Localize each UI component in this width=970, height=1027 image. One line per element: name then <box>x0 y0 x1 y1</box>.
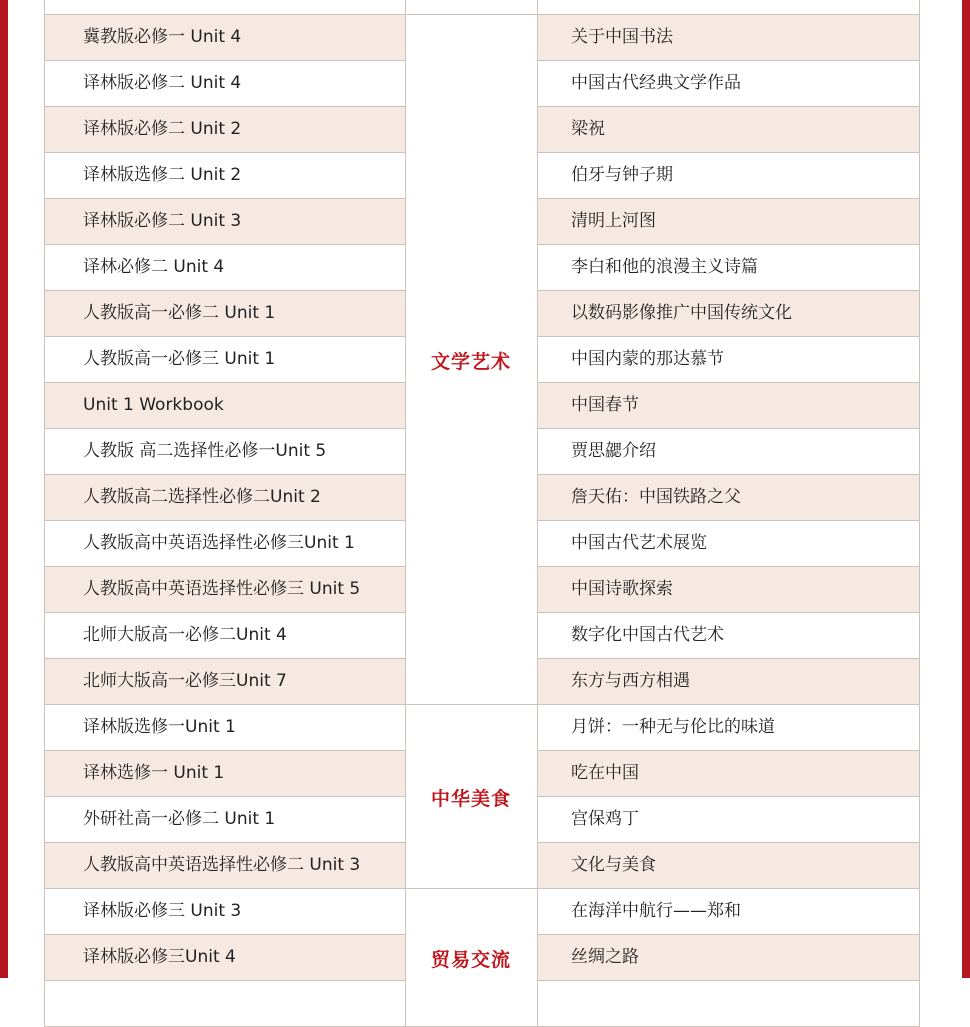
culture-topic-cell: 贾思勰介绍 <box>571 441 656 461</box>
culture-topic-cell: 东方与西方相遇 <box>538 659 919 704</box>
culture-topic-cell: 月饼：一种无与伦比的味道 <box>571 717 775 737</box>
textbook-source-cell: 冀教版必修一 Unit 4 <box>45 15 406 60</box>
textbook-source-cell: 北师大版高一必修三Unit 7 <box>45 659 406 704</box>
culture-topic-cell: 中国诗歌探索 <box>538 567 919 612</box>
textbook-source-cell: 人教版高一必修二 Unit 1 <box>45 291 406 336</box>
culture-topic-cell: 宫保鸡丁 <box>571 809 639 829</box>
culture-topic-cell: 中国内蒙的那达慕节 <box>571 349 724 369</box>
culture-topic-cell: 伯牙与钟子期 <box>571 165 673 185</box>
textbook-source-cell <box>45 981 406 1026</box>
textbook-source-cell: 译林版必修三Unit 4 <box>45 935 406 980</box>
culture-topic-cell: 在海洋中航行——郑和 <box>571 901 741 921</box>
textbook-source-cell: 译林版必修二 Unit 4 <box>45 61 406 106</box>
textbook-source-cell: 人教版高二选择性必修二Unit 2 <box>45 475 406 520</box>
culture-topic-cell <box>538 981 919 1026</box>
table-row <box>44 0 920 15</box>
textbook-source-cell: 人教版 高二选择性必修一Unit 5 <box>45 429 406 474</box>
culture-topic-cell: 丝绸之路 <box>538 935 919 980</box>
culture-topic-cell: 清明上河图 <box>538 199 919 244</box>
culture-topic-cell: 以数码影像推广中国传统文化 <box>538 291 919 336</box>
culture-topic-cell: 文化与美食 <box>538 843 919 888</box>
left-border-strip <box>0 0 8 978</box>
culture-topic-cell: 中国春节 <box>538 383 919 428</box>
textbook-source-cell: Unit 1 Workbook <box>45 383 406 428</box>
category-trade-exchange: 贸易交流 <box>430 948 511 971</box>
culture-topic-cell: 数字化中国古代艺术 <box>571 625 724 645</box>
category-literature-art: 文学艺术 <box>430 350 511 373</box>
culture-topic-cell: 吃在中国 <box>538 751 919 796</box>
textbook-source-cell: 人教版高中英语选择性必修三Unit 1 <box>45 521 406 566</box>
textbook-source-cell: 译林版必修二 Unit 3 <box>45 199 406 244</box>
culture-topic-cell: 关于中国书法 <box>538 15 919 60</box>
textbook-source-cell: 人教版高一必修三 Unit 1 <box>45 337 406 382</box>
culture-topic-cell: 詹天佑：中国铁路之父 <box>538 475 919 520</box>
category-cell <box>406 0 538 14</box>
textbook-source-cell: 人教版高中英语选择性必修二 Unit 3 <box>45 843 406 888</box>
culture-topic-cell: 李白和他的浪漫主义诗篇 <box>571 257 758 277</box>
culture-topic-cell: 梁祝 <box>538 107 919 152</box>
textbook-source-cell: 译林版选修一Unit 1 <box>45 705 406 750</box>
textbook-source-cell: 译林选修一 Unit 1 <box>45 751 406 796</box>
textbook-source-cell: 译林版必修二 Unit 2 <box>45 107 406 152</box>
culture-topic-cell: 中国古代经典文学作品 <box>571 73 741 93</box>
culture-topic-cell: 中国古代艺术展览 <box>571 533 707 553</box>
right-border-strip <box>962 0 970 978</box>
textbook-source-cell: 人教版高中英语选择性必修三 Unit 5 <box>45 567 406 612</box>
textbook-source-cell: 译林必修二 Unit 4 <box>45 245 406 290</box>
textbook-source-cell: 译林版选修二 Unit 2 <box>45 153 406 198</box>
textbook-source-cell <box>45 0 406 14</box>
textbook-source-cell: 译林版必修三 Unit 3 <box>45 889 406 934</box>
culture-topic-cell <box>538 0 919 14</box>
category-chinese-food: 中华美食 <box>430 787 511 810</box>
textbook-source-cell: 外研社高一必修二 Unit 1 <box>45 797 406 842</box>
textbook-source-cell: 北师大版高一必修二Unit 4 <box>45 613 406 658</box>
